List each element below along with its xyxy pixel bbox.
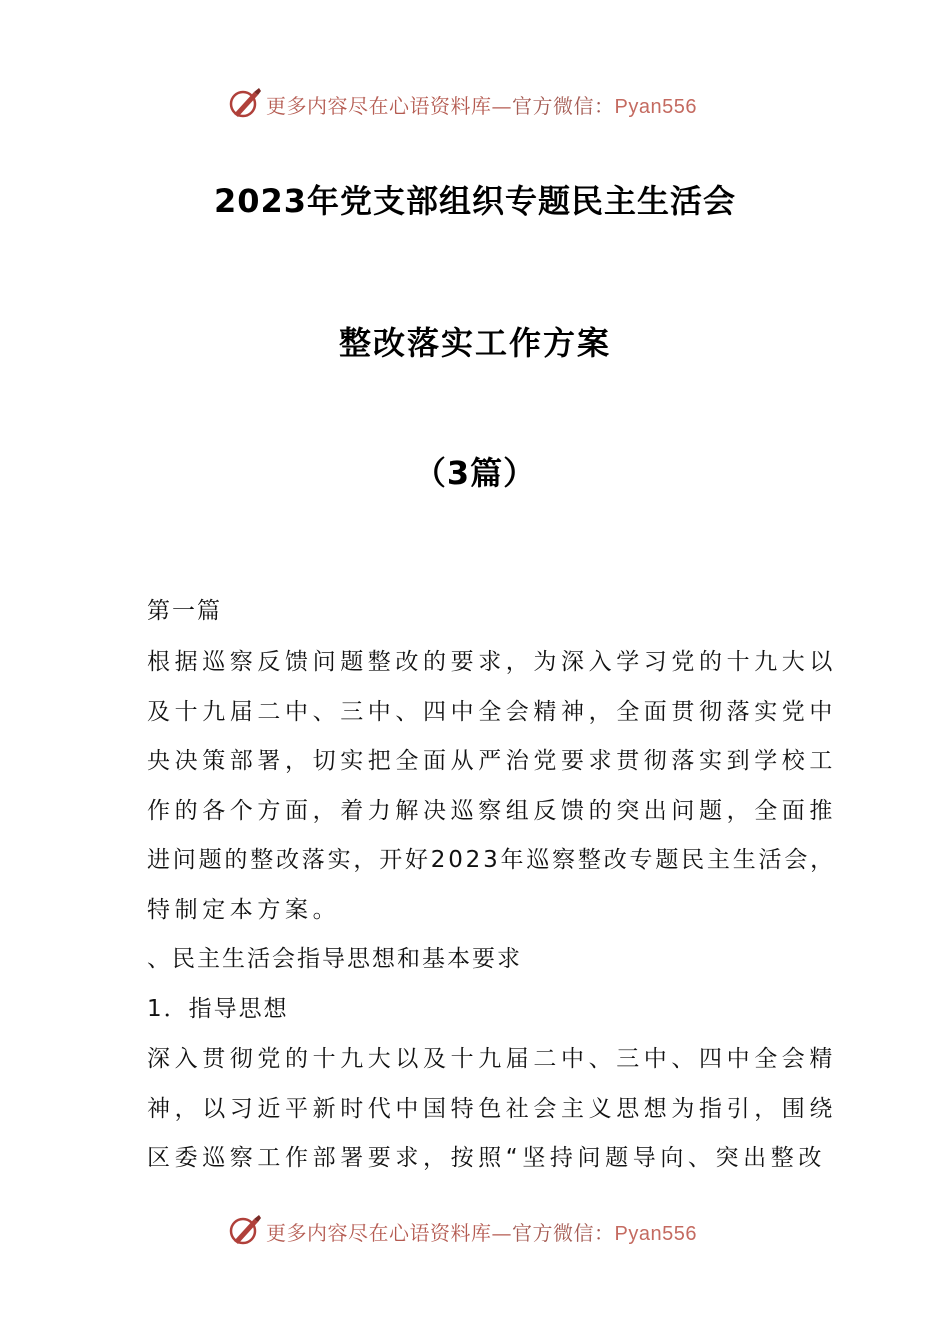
watermark-banner-top (0, 84, 950, 124)
subsection-heading: 1．指导思想 (147, 996, 289, 1022)
section-label: 第一篇 (147, 598, 222, 624)
document-title-count: （3篇） (413, 454, 537, 492)
section-heading: 、民主生活会指导思想和基本要求 (147, 946, 522, 972)
paragraph-line: 特制定本方案。 (147, 897, 341, 923)
paragraph-line: 进问题的整改落实，开好2023年巡察整改专题民主生活会， (147, 847, 836, 873)
watermark-banner-bottom (0, 1211, 950, 1251)
document-title-line-1: 2023年党支部组织专题民主生活会 (213, 182, 737, 220)
paragraph-line: 区委巡察工作部署要求，按照“坚持问题导向、突出整改 (147, 1145, 826, 1171)
paragraph-line: 根据巡察反馈问题整改的要求，为深入学习党的十九大以 (147, 649, 837, 675)
paragraph-line: 神，以习近平新时代中国特色社会主义思想为指引，围绕 (147, 1096, 837, 1122)
watermark-text: 更多内容尽在心语资料库—官方微信：Pyan556 (266, 94, 697, 118)
watermark-text: 更多内容尽在心语资料库—官方微信：Pyan556 (266, 1221, 697, 1245)
paragraph-line: 及十九届二中、三中、四中全会精神，全面贯彻落实党中 (147, 699, 837, 725)
pen-circle-logo-icon (228, 1213, 262, 1247)
document-title-line-2: 整改落实工作方案 (338, 324, 611, 362)
paragraph-line: 央决策部署，切实把全面从严治党要求贯彻落实到学校工 (147, 748, 837, 774)
paragraph-line: 作的各个方面，着力解决巡察组反馈的突出问题，全面推 (147, 798, 837, 824)
paragraph-line: 深入贯彻党的十九大以及十九届二中、三中、四中全会精 (147, 1046, 837, 1072)
pen-circle-logo-icon (228, 86, 262, 120)
